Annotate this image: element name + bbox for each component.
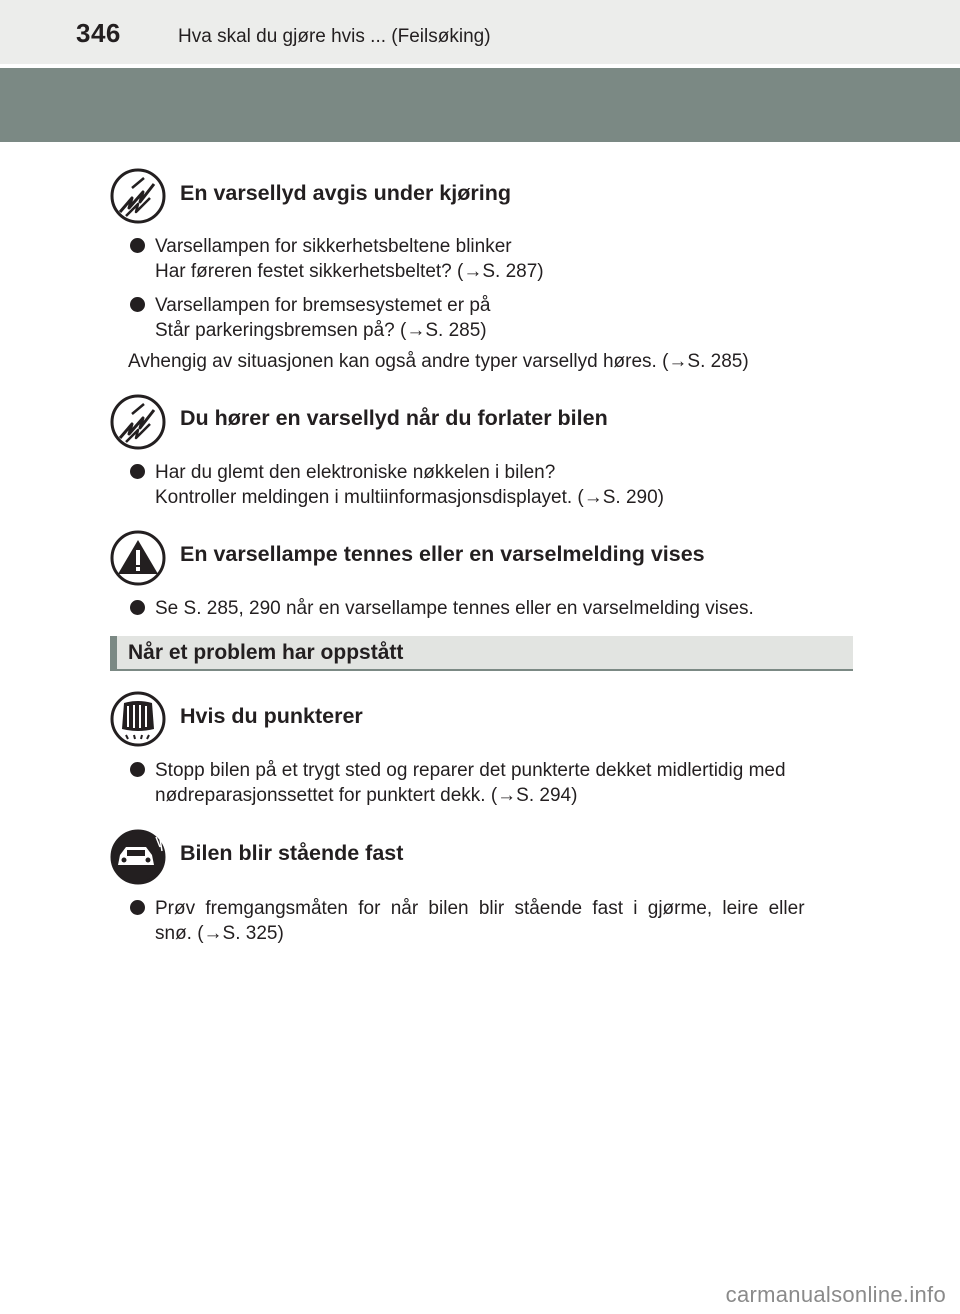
section-heading: Når et problem har oppstått	[128, 641, 404, 664]
bullet-icon	[130, 297, 145, 312]
list-item: Stopp bilen på et trygt sted og reparer det punkterte dekket midlertidig med nødreparasjonssettet for punktert dekk. (→S. 294)	[130, 758, 850, 808]
warning-buzzer-icon	[110, 394, 166, 450]
note-text: Avhengig av situasjonen kan også andre typer varsellyd høres. (→S. 285)	[128, 351, 749, 372]
section-title-driving-buzzer: En varsellyd avgis under kjøring	[180, 181, 511, 205]
section-title-flat-tire: Hvis du punkterer	[180, 704, 363, 728]
warning-buzzer-icon	[110, 168, 166, 224]
list-item: Varsellampen for bremsesystemet er på Står parkeringsbremsen på? (→S. 285)	[130, 293, 850, 343]
section-title-stuck: Bilen blir stående fast	[180, 841, 404, 865]
bullet-icon	[130, 238, 145, 253]
list-item: Varsellampen for sikkerhetsbeltene blinker Har føreren festet sikkerhetsbeltet? (→S. 287)	[130, 234, 850, 284]
bullet-icon	[130, 464, 145, 479]
watermark: carmanualsonline.info	[725, 1282, 946, 1307]
page-number: 346	[76, 18, 121, 48]
bullet-icon	[130, 900, 145, 915]
header-band	[0, 68, 960, 142]
section-title-warning-light: En varsellampe tennes eller en varselmelding vises	[180, 542, 705, 566]
warning-triangle-icon	[110, 530, 166, 586]
bullet-icon	[130, 600, 145, 615]
running-title: Hva skal du gjøre hvis ... (Feilsøking)	[178, 26, 491, 47]
list-item: Prøv fremgangsmåten for når bilen blir stående fast i gjørme, leire eller snø. (→S. 325)	[130, 896, 850, 946]
list-item: Har du glemt den elektroniske nøkkelen i bilen? Kontroller meldingen i multiinformasjonsdisplayet. (→S. 290)	[130, 460, 850, 510]
section-title-leaving-buzzer: Du hører en varsellyd når du forlater bilen	[180, 406, 608, 430]
page-header	[0, 0, 960, 64]
stuck-car-icon	[110, 829, 166, 885]
flat-tire-icon	[110, 691, 166, 747]
list-item: Se S. 285, 290 når en varsellampe tennes eller en varselmelding vises.	[130, 596, 850, 621]
bullet-icon	[130, 762, 145, 777]
